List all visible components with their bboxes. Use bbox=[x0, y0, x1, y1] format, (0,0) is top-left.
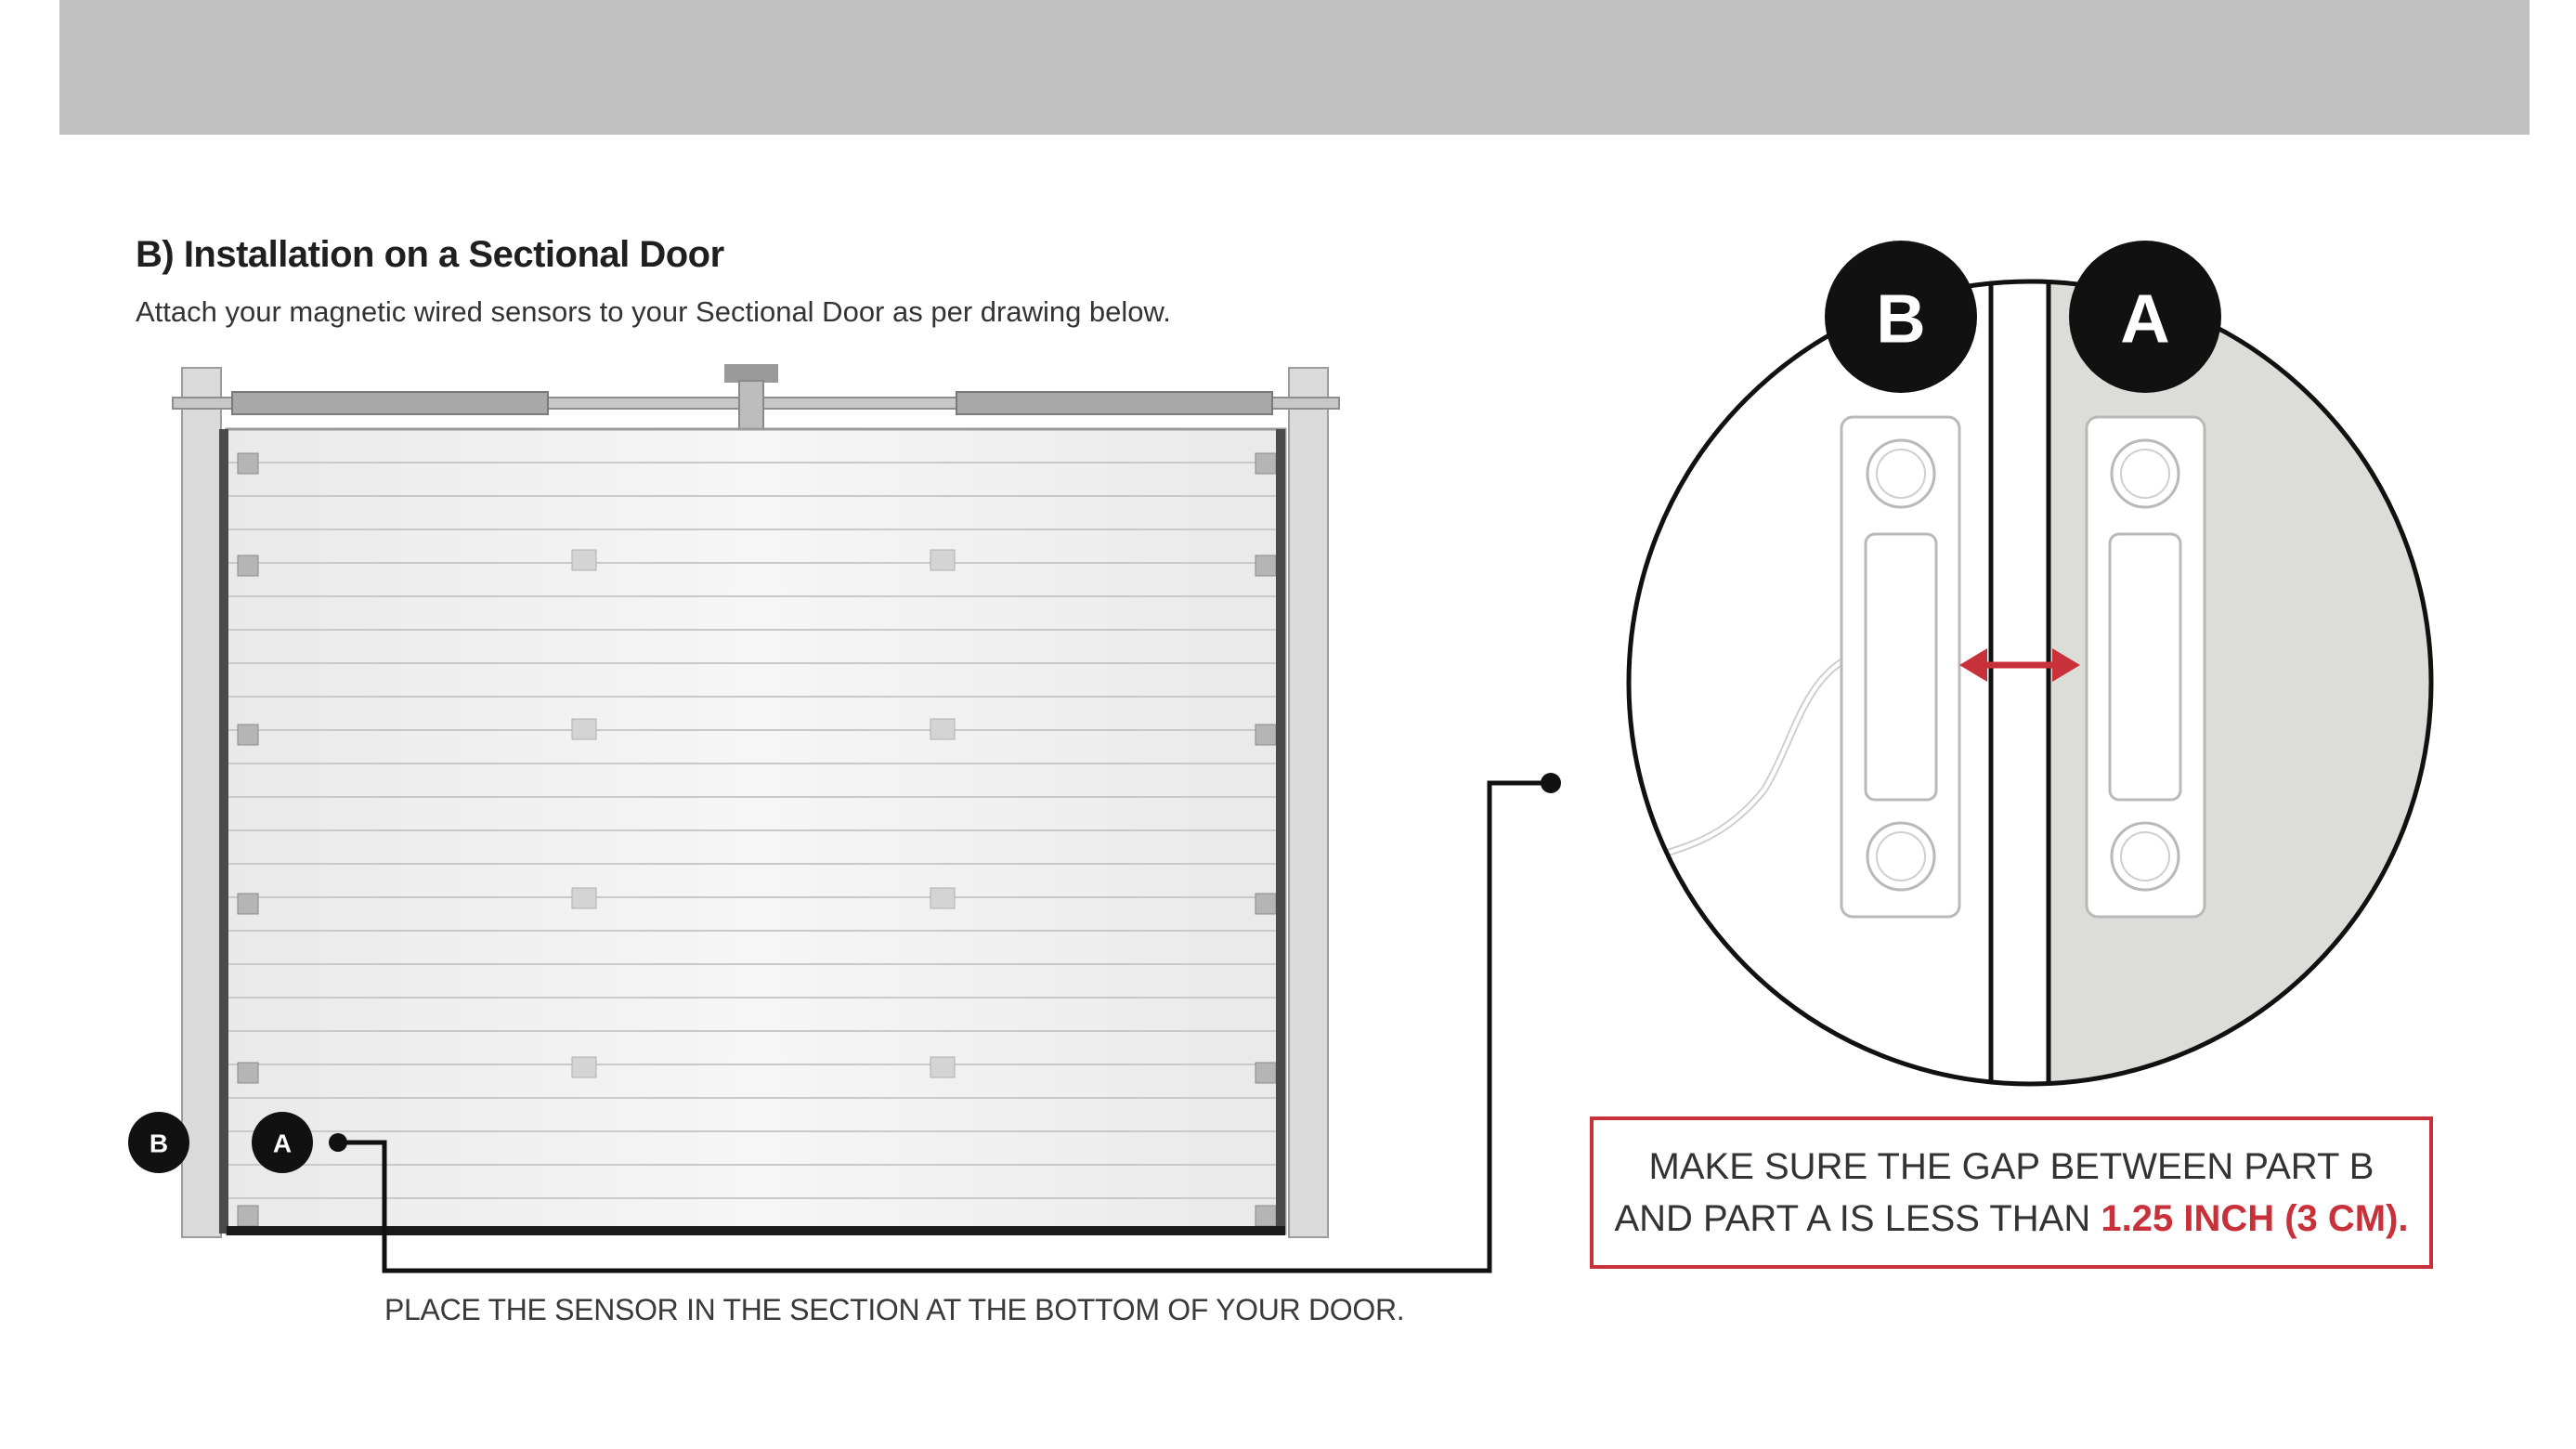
sensor-detail-circle bbox=[1629, 241, 2439, 1096]
door-hinge bbox=[1255, 453, 1276, 474]
gap-limit-value: 1.25 INCH (3 CM). bbox=[2101, 1198, 2409, 1239]
panel-bracket bbox=[930, 719, 955, 739]
door-badge-b-label: B bbox=[149, 1129, 169, 1158]
door-hinge bbox=[238, 555, 258, 576]
garage-door-illustration bbox=[173, 364, 1339, 1237]
panel-bracket bbox=[930, 1057, 955, 1077]
warning-line-1: MAKE SURE THE GAP BETWEEN PART B bbox=[1648, 1146, 2374, 1187]
sensor-part-a bbox=[2087, 417, 2205, 917]
door-placement-caption: PLACE THE SENSOR IN THE SECTION AT THE BOTTOM OF YOUR DOOR. bbox=[384, 1293, 1405, 1326]
panel-bracket bbox=[930, 550, 955, 570]
door-hinge bbox=[238, 453, 258, 474]
spring-right bbox=[956, 392, 1272, 414]
spring-left bbox=[232, 392, 548, 414]
detail-badge-a-label: A bbox=[2120, 280, 2170, 358]
door-hinge bbox=[1255, 1206, 1276, 1226]
door-hinge bbox=[238, 724, 258, 745]
warning-line-2-text: AND PART A IS LESS THAN bbox=[1614, 1198, 2101, 1239]
door-hinge bbox=[1255, 1063, 1276, 1083]
section-subheading: Attach your magnetic wired sensors to your Sectional Door as per drawing below. bbox=[136, 295, 1171, 328]
door-hinge bbox=[238, 1206, 258, 1226]
door-hinge bbox=[238, 1063, 258, 1083]
detail-badge-b bbox=[1825, 241, 1977, 393]
detail-badge-a bbox=[2069, 241, 2221, 393]
right-door-frame bbox=[1289, 368, 1328, 1237]
door-hinge bbox=[238, 894, 258, 914]
door-badge-a-label: A bbox=[272, 1129, 293, 1158]
door-hinge bbox=[1255, 894, 1276, 914]
panel-bracket bbox=[572, 719, 596, 739]
warning-line-2 bbox=[1614, 1193, 2408, 1245]
left-door-frame bbox=[182, 368, 221, 1237]
sensor-part-b bbox=[1841, 417, 1959, 917]
gap-warning-box bbox=[1590, 1116, 2433, 1269]
panel-bracket bbox=[572, 1057, 596, 1077]
panel-bracket bbox=[572, 888, 596, 908]
door-hinge bbox=[1255, 555, 1276, 576]
detail-badge-b-label: B bbox=[1876, 280, 1926, 358]
panel-bracket bbox=[930, 888, 955, 908]
door-hinge bbox=[1255, 724, 1276, 745]
door-badge-b bbox=[128, 1112, 189, 1173]
door-badge-a bbox=[252, 1112, 313, 1173]
section-heading: B) Installation on a Sectional Door bbox=[136, 234, 724, 275]
panel-bracket bbox=[572, 550, 596, 570]
